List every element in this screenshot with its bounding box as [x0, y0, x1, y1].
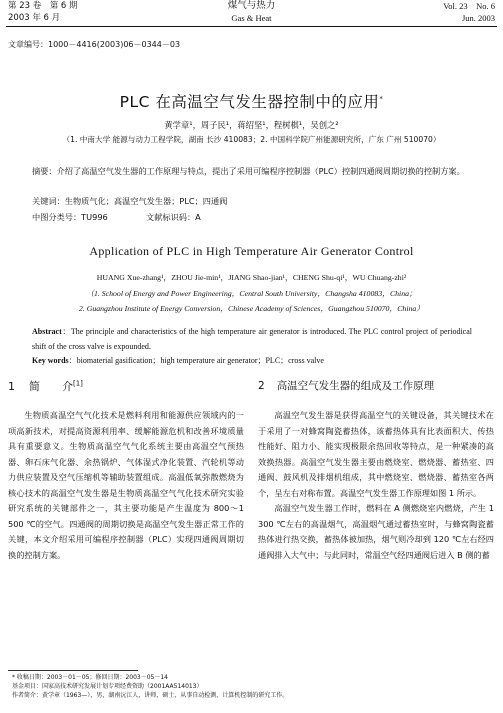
section-2-body	[258, 408, 494, 563]
section-2-heading	[258, 378, 434, 393]
abstract-en-text: ：The principle and characteristics of the high temperature air generator is introduced. The PLC control project of periodical shift of the cross valve is expounded.	[32, 327, 472, 351]
keywords-cn: 关键词：生物质气化；高温空气发生器；PLC；四通阀	[32, 196, 228, 206]
title-footnote-mark: *	[379, 94, 384, 103]
section-2-paragraph-2: 高温空气发生器工作时，燃料在 A 侧燃烧室内燃烧，产生 1 300 ℃左右的高温烟气，高温烟气通过蓄热室时，与蜂窝陶瓷蓄热体进行热交换，蓄热体被加热，烟气则冷却到 120 ℃左右经四通阀排入大气中；与此同时，常温空气经四通阀后进入 B 侧的蓄	[258, 503, 494, 560]
title-cn-text: PLC 在高温空气发生器控制中的应用	[119, 93, 380, 111]
footnote-author: 作者简介：黄学章（1963—），男，湖南沅江人，讲师，硕士，从事自动检测、计算机控制的研究工作。	[12, 692, 289, 699]
header-journal	[180, 0, 323, 24]
section-1-ref: [1]	[73, 379, 83, 388]
abstract-en	[32, 324, 472, 354]
header-volume-issue: 第 23 卷 第 6 期	[8, 1, 78, 11]
footnote-fund: 基金项目：国家高技术研究发展计划专项经费资助（2001AA514013）	[12, 683, 203, 690]
section-2-paragraph-1: 高温空气发生器是获得高温空气的关键设备，其关键技术在于采用了一对蜂窝陶瓷蓄热体，该蓄热体具有比表面积大、传热性能好、阻力小、能实现极限余热回收等特点，是一种紧凑的高效换热器。高温空气发生器主要由燃烧室、燃烧器、蓄热室、四通阀、鼓风机及排烟机组成，其中燃烧室、燃烧器、蓄热室各两个，呈左右对称布置。高温空气发生器工作原理如图 1 所示。	[258, 410, 494, 498]
section-1-paragraph: 生物质高温空气气化技术是燃料利用和能源供应领域内的一项高新技术，对提高资源利用率、缓解能源危机和改善环境质量具有重要意义。生物质高温空气气化系统主要由高温空气预热器、卵石床气化器、余热锅炉、气体湿式净化装置、汽轮机等动力供应装置及空气压缩机等辅助装置组成。高温低氧弥散燃烧为核心技术的高温空气发生器是生物质高温空气气化技术研究实验研究系统的关键部件之一，其主要功能是产生温度为 800～1 500 ℃的空气。四通阀的周期切换是高温空气发生器正常工作的关键，本文介绍采用可编程序控制器（PLC）实现四通阀周期切换的控制方案。	[8, 410, 244, 560]
footnote	[12, 673, 288, 700]
authors-en: HUANG Xue-zhang¹，ZHOU Jie-min¹，JIANG Shao-jian¹，CHENG Shu-qi¹，WU Chuang-zhi²	[96, 273, 407, 282]
affiliation-en-1: （1. School of Energy and Power Engineering，Central South University，Changsha 410083，China；	[86, 289, 417, 298]
footnote-rule	[8, 670, 138, 671]
keywords-en	[32, 355, 472, 366]
title-cn	[0, 90, 503, 112]
section-1-title: 简 介	[29, 380, 73, 393]
affiliation-en-2: 2. Guangzhou Institute of Energy Conversion，Chinese Academy of Sciences，Guangzhou 510070，China）	[78, 304, 425, 313]
header-vol-en: Vol. 23 No. 6	[443, 1, 495, 11]
header-date-cn: 2003 年 6 月	[8, 13, 61, 23]
section-1-number: 1	[8, 380, 15, 393]
header-journal-en: Gas & Heat	[231, 13, 272, 23]
header-issue-en	[443, 0, 495, 24]
header-volume	[8, 0, 78, 24]
section-2-title: 高温空气发生器的组成及工作原理	[276, 380, 435, 392]
authors-cn: 黄学章¹，周子民¹，蒋绍坚¹，程树棋¹，吴创之²	[164, 120, 339, 130]
affiliation-cn: （1. 中南大学 能源与动力工程学院，湖南 长沙 410083；2. 中国科学院广州能源研究所，广东 广州 510070）	[62, 135, 441, 144]
document-code: 文献标识码：A	[146, 212, 201, 222]
header-journal-cn: 煤气与热力	[227, 0, 276, 11]
footnote-received: * 收稿日期：2003－01－05；修回日期：2003－05－14	[12, 674, 168, 681]
header-date-en: Jun. 2003	[461, 13, 495, 23]
keywords-en-label: Key words	[32, 356, 69, 365]
abstract-cn: 摘要：介绍了高温空气发生器的工作原理与特点，提出了采用可编程序控制器（PLC）控制四通阀周期切换的控制方案。	[32, 166, 465, 176]
article-number: 文章编号：1000－4416(2003)06－0344－03	[8, 40, 181, 49]
clc-number: 中图分类号：TU996	[32, 212, 108, 222]
keywords-en-text: ：biomaterial gasification；high temperature air generator；PLC；cross valve	[68, 356, 324, 365]
title-en: Application of PLC in High Temperature Air Generator Control	[89, 244, 414, 258]
abstract-en-label: Abstract	[32, 327, 62, 336]
section-2-number: 2	[258, 380, 265, 392]
header-rule	[6, 26, 497, 27]
section-1-heading	[8, 378, 83, 394]
